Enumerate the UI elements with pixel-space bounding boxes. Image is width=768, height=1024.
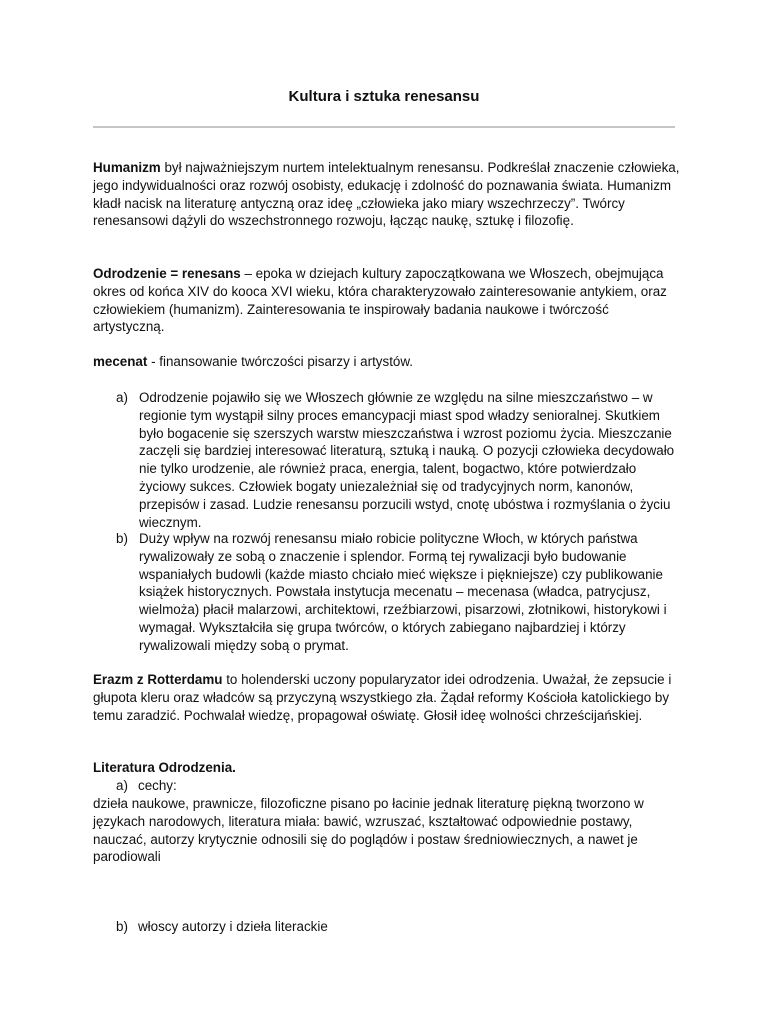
paragraph-odrodzenie <box>93 265 683 336</box>
term-erazm: Erazm z Rotterdamu <box>93 672 223 687</box>
sub-a-label: cechy: <box>138 778 177 793</box>
term-humanizm: Humanizm <box>93 160 161 175</box>
list-item <box>116 530 681 655</box>
term-mecenat: mecenat <box>93 354 148 369</box>
list-item <box>116 389 681 531</box>
list-marker: b) <box>116 531 128 546</box>
heading-text: Literatura Odrodzenia. <box>93 760 236 775</box>
text-humanizm: był najważniejszym nurtem intelektualnym renesansu. Podkreślał znaczenie człowieka, jego indywidualności oraz rozwój osobisty, edukację i zdolność do poznawania świata. Humanizm kładł nacisk na literaturę antyczną oraz ideę „człowieka jako miary wszechrzeczy”. Twórcy renesansowi dążyli do wszechstronnego rozwoju, łącząc naukę, sztukę i filozofię. <box>93 160 680 229</box>
text-mecenat: - finansowanie twórczości pisarzy i artystów. <box>147 354 414 369</box>
list-item-text: Odrodzenie pojawiło się we Włoszech głównie ze względu na silne mieszczaństwo – w regionie tym wystąpił silny proces emancypacji miast spod władzy senioralnej. Skutkiem było bogacenie się szerszych warstw mieszczaństwa i wzrost poziomu życia. Mieszczanie zaczęli się bardziej interesować literaturą, sztuką i nauką. O pozycji człowieka decydowało nie tylko urodzenie, ale również praca, energia, talent, bogactwo, które potwierdzało życiowy sukces. Człowiek bogaty uniezależniał się od tradycyjnych norm, kanonów, przepisów i zasad. Ludzie renesansu porzucili wstyd, cnotę ubóstwa i rozmyślania o życiu wiecznym. <box>139 390 675 530</box>
paragraph-mecenat <box>93 353 683 371</box>
title-divider <box>93 126 675 128</box>
paragraph-erazm <box>93 671 683 724</box>
text-odrodzenie: – epoka w dziejach kultury zapoczątkowana we Włoszech, obejmująca okres od końca XIV do kooca XVI wieku, która charakteryzowało zainteresowanie antykiem, oraz człowiekiem (humanizm). Zainteresowania te inspirowały badania naukowe i twórczość artystyczną. <box>93 266 667 335</box>
sub-b-label: włoscy autorzy i dzieła literackie <box>138 919 328 934</box>
section-heading-literatura <box>93 759 683 777</box>
term-odrodzenie: Odrodzenie = renesans <box>93 266 241 281</box>
text-erazm: to holenderski uczony popularyzator idei odrodzenia. Uważał, że zepsucie i głupota kleru oraz władców są przyczyną wszystkiego zła. Żądał reformy Kościoła katolickiego by temu zaradzić. Pochwalał wiedzę, propagował oświatę. Głosił ideę wolności chrześcijańskiej. <box>93 672 672 723</box>
literatura-sub-a <box>116 777 177 795</box>
literatura-sub-b <box>116 918 328 936</box>
list-item-text: Duży wpływ na rozwój renesansu miało robicie polityczne Włoch, w których państwa rywalizowały ze sobą o znaczenie i splendor. Formą tej rywalizacji było budowanie wspaniałych budowli (każde miasto chciało mieć większe i piękniejsze) czy publikowanie książek historycznych. Powstała instytucja mecenatu – mecenasa (władca, patrycjusz, wielmoża) płacił malarzowi, architektowi, rzeźbiarzowi, pisarzowi, złotnikowi, historykowi i wymagał. Wykształciła się grupa twórców, o których zabiegano najbardziej i którzy rywalizowali między sobą o prymat. <box>139 531 667 653</box>
list-marker: a) <box>116 390 128 405</box>
list-marker: a) <box>116 778 128 793</box>
document-title: Kultura i sztuka renesansu <box>288 88 480 105</box>
list-marker: b) <box>116 919 128 934</box>
paragraph-humanizm <box>93 159 683 230</box>
paragraph-cechy: dzieła naukowe, prawnicze, filozoficzne pisano po łacinie jednak literaturę piękną tworzono w językach narodowych, literatura miała: bawić, wzruszać, kształtować odpowiednie postawy, nauczać, autorzy krytycznie odnosili się do poglądów i postaw średniowiecznych, a nawet je parodiowali <box>93 796 644 865</box>
